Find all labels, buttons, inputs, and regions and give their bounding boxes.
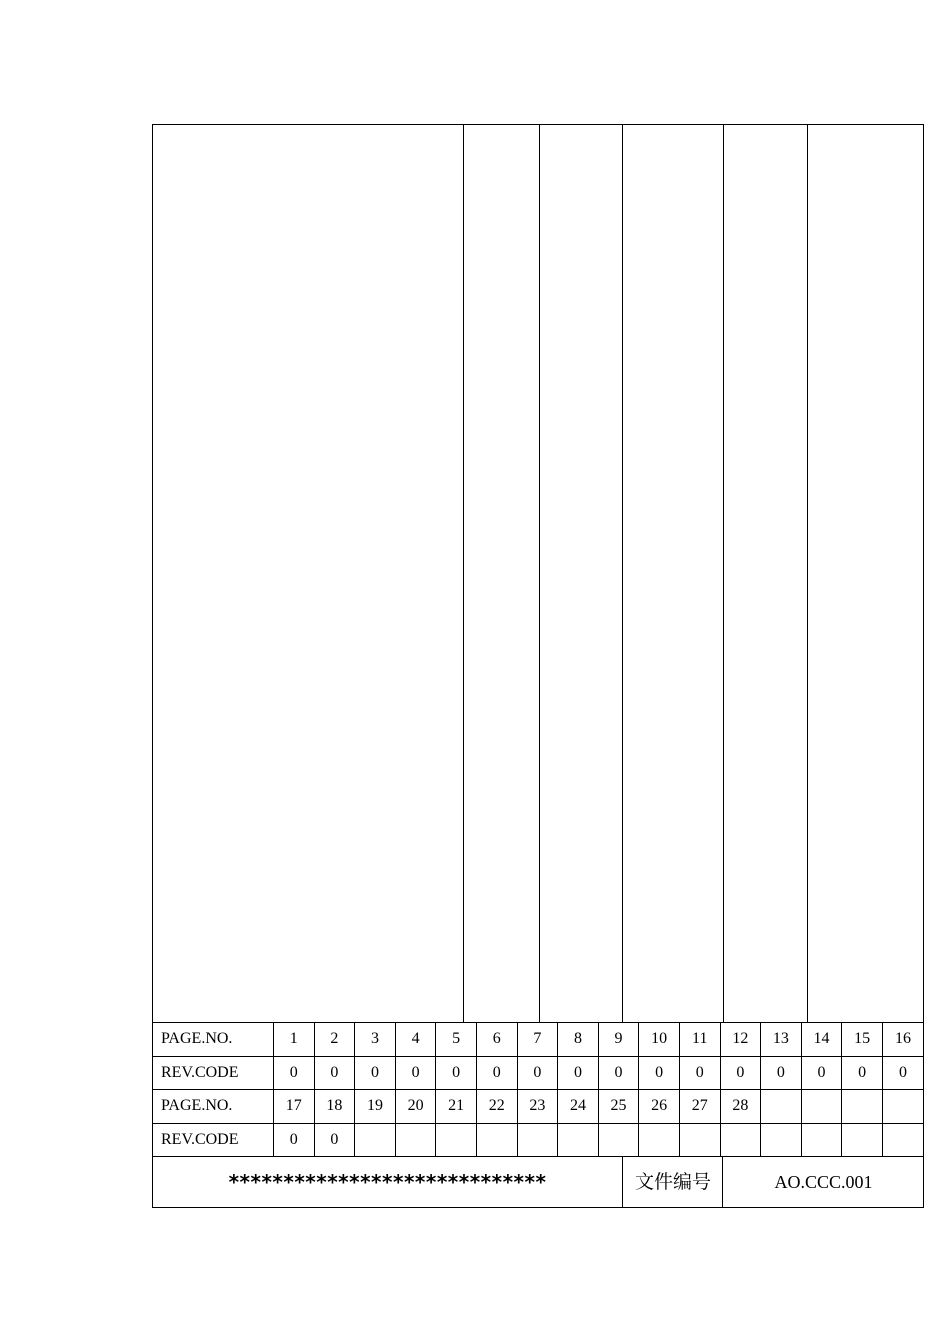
table-cell: 0 <box>639 1056 680 1090</box>
table-cell: 0 <box>476 1056 517 1090</box>
table-cell: 28 <box>720 1090 761 1124</box>
table-cell <box>598 1123 639 1157</box>
table-cell: 0 <box>274 1056 315 1090</box>
document-frame <box>152 124 924 1208</box>
column-divider <box>463 125 464 1022</box>
table-cell: 18 <box>314 1090 355 1124</box>
table-cell: 14 <box>801 1023 842 1057</box>
table-cell: 10 <box>639 1023 680 1057</box>
table-cell <box>842 1090 883 1124</box>
table-cell: 7 <box>517 1023 558 1057</box>
table-cell: 13 <box>761 1023 802 1057</box>
table-cell: 15 <box>842 1023 883 1057</box>
table-cell: 2 <box>314 1023 355 1057</box>
table-cell: 11 <box>679 1023 720 1057</box>
table-cell: 20 <box>395 1090 436 1124</box>
table-cell: 12 <box>720 1023 761 1057</box>
table-cell: 22 <box>476 1090 517 1124</box>
table-cell: 0 <box>274 1123 315 1157</box>
revision-table <box>153 1022 923 1157</box>
table-cell: 0 <box>395 1056 436 1090</box>
table-cell <box>558 1123 599 1157</box>
table-cell: 25 <box>598 1090 639 1124</box>
table-cell <box>801 1123 842 1157</box>
table-cell: 0 <box>761 1056 802 1090</box>
table-cell: 0 <box>679 1056 720 1090</box>
table-cell <box>395 1123 436 1157</box>
table-cell <box>761 1123 802 1157</box>
table-cell <box>517 1123 558 1157</box>
table-cell: 6 <box>476 1023 517 1057</box>
table-cell <box>720 1123 761 1157</box>
column-divider <box>723 125 724 1022</box>
table-cell: 17 <box>274 1090 315 1124</box>
table-cell: 24 <box>558 1090 599 1124</box>
column-divider <box>622 125 623 1022</box>
table-cell: 16 <box>882 1023 923 1057</box>
table-cell: 19 <box>355 1090 396 1124</box>
table-cell: 0 <box>314 1056 355 1090</box>
table-row <box>153 1123 923 1157</box>
table-cell <box>761 1090 802 1124</box>
table-cell <box>801 1090 842 1124</box>
doc-number-label: 文件编号 <box>622 1157 723 1208</box>
table-cell: 0 <box>801 1056 842 1090</box>
table-row <box>153 1090 923 1124</box>
table-cell: 3 <box>355 1023 396 1057</box>
row-label: PAGE.NO. <box>153 1090 274 1124</box>
table-cell <box>882 1090 923 1124</box>
table-row <box>153 1056 923 1090</box>
table-cell: 0 <box>720 1056 761 1090</box>
row-label: REV.CODE <box>153 1056 274 1090</box>
table-cell: 0 <box>842 1056 883 1090</box>
table-cell <box>436 1123 477 1157</box>
table-cell <box>679 1123 720 1157</box>
table-cell <box>355 1123 396 1157</box>
column-divider <box>539 125 540 1022</box>
masked-title: ***************************** <box>228 1170 547 1194</box>
table-cell <box>476 1123 517 1157</box>
table-cell: 27 <box>679 1090 720 1124</box>
table-cell: 21 <box>436 1090 477 1124</box>
table-cell: 23 <box>517 1090 558 1124</box>
table-cell: 4 <box>395 1023 436 1057</box>
table-cell: 9 <box>598 1023 639 1057</box>
table-cell: 0 <box>882 1056 923 1090</box>
table-cell: 0 <box>355 1056 396 1090</box>
table-cell: 8 <box>558 1023 599 1057</box>
table-cell: 26 <box>639 1090 680 1124</box>
table-cell: 0 <box>558 1056 599 1090</box>
table-cell: 0 <box>598 1056 639 1090</box>
row-label: PAGE.NO. <box>153 1023 274 1057</box>
table-cell: 0 <box>436 1056 477 1090</box>
table-cell: 0 <box>314 1123 355 1157</box>
table-cell: 5 <box>436 1023 477 1057</box>
column-divider <box>807 125 808 1022</box>
table-row <box>153 1023 923 1057</box>
table-cell: 0 <box>517 1056 558 1090</box>
title-block <box>153 1156 923 1208</box>
table-cell: 1 <box>274 1023 315 1057</box>
table-cell <box>842 1123 883 1157</box>
doc-number-value: AO.CCC.001 <box>722 1157 924 1208</box>
table-cell <box>882 1123 923 1157</box>
row-label: REV.CODE <box>153 1123 274 1157</box>
table-cell <box>639 1123 680 1157</box>
